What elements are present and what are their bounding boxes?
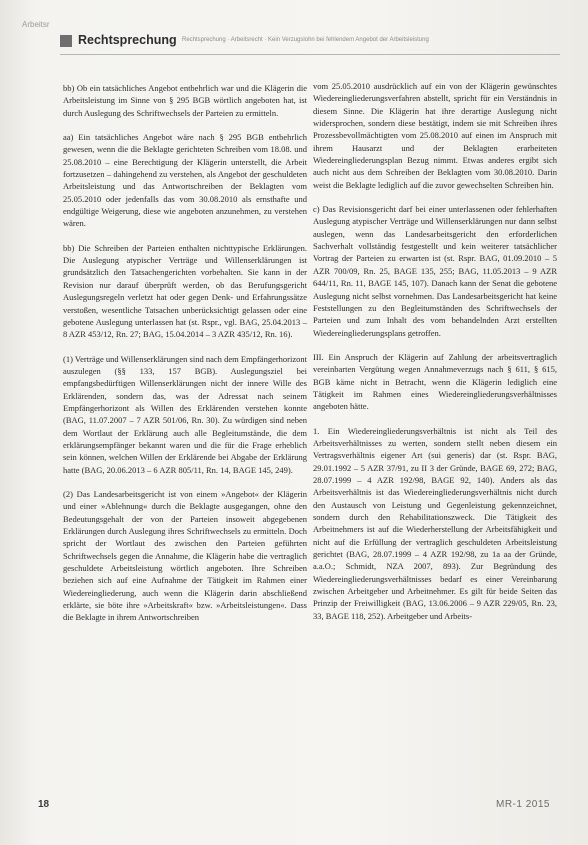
page-header	[60, 34, 560, 50]
right-column	[313, 80, 557, 634]
page-number: 18	[38, 799, 50, 810]
paragraph: (1) Verträge und Willenserklärungen sind nach dem Empfängerhorizont auszulegen (§§ 133, 157 BGB). Auslegungsziel bei empfangsbedürftigen Willenserklärungen nicht der innere Wille des Erklärenden, sondern das, was der Adressat nach seinem Empfängerhorizont als Willen des Erklärenden verstehen konnte (BAG, 11.07.2007 – 7 AZR 501/06, Rn. 30). Zu würdigen sind neben dem Wortlaut der Erklärung auch alle Begleitumstände, die dem erklärungsempfänger bekannt waren und die für die Frage erheblich sein können, welchen Willen der Erklärende bei Abgabe der Erklärung hatte (BAG, 20.06.2013 – 6 AZR 805/11, Rn. 14, BAGE 145, 249).	[63, 353, 307, 475]
section-marker	[60, 35, 72, 47]
section-title: Rechtsprechung	[78, 33, 177, 47]
left-column	[63, 82, 307, 636]
corner-label: Arbeitsr	[22, 20, 50, 29]
paragraph: III. Ein Anspruch der Klägerin auf Zahlung der arbeitsvertraglich vereinbarten Vergütung wegen Annahmeverzugs nach § 611, § 615, BGB käme nicht in Betracht, wenn die Klägerin lediglich eine Tätigkeit im Rahmen eines Wiedereingliederungsverhältnisses angeboten hätte.	[313, 351, 557, 412]
paragraph: bb) Ob ein tatsächliches Angebot entbehrlich war und die Klägerin die Arbeitsleistung im Sinne von § 295 BGB wörtlich angeboten hat, ist durch Auslegung des Schriftwechsels der Parteien zu ermitteln.	[63, 83, 307, 118]
header-rule	[60, 54, 560, 55]
section-subtitle: Rechtsprechung · Arbeitsrecht · Kein Verzugslohn bei fehlendem Angebot der Arbeitsleistung	[182, 37, 429, 43]
paragraph: vom 25.05.2010 ausdrücklich auf ein von der Klägerin gewünschtes Wiedereingliederungsverfahren abstellt, spricht für ein Verständnis in diesem Sinne. Die Klägerin hat ihre derartige Auslegung nicht widersprochen, sondern diese bestätigt, indem sie mit Schreiben ihres Prozessbevollmächtigten vom 25.08.2010 auf einen im Anspruch mit ihrem Hausarzt und der Beklagten erarbeiteten Wiedereingliederungsplan Bezug nimmt. Etwas anderes ergibt sich auch nicht aus dem Schreiben der Beklagten vom 30.08.2010. Darin weist die Beklagte lediglich auf die zuvor gewechselten Schreiben hin.	[313, 81, 557, 190]
paragraph: (2) Das Landesarbeitsgericht ist von einem »Angebot« der Klägerin und einer »Ablehnung« durch die Beklagte ausgegangen, ohne den Bedeutungsgehalt der von der Parteien insoweit abgegebenen Erklärungen durch Auslegung ihres Schriftwechsels zu ermitteln. Doch spricht der Wortlaut des zwischen den Parteien geführten Schriftwechsels gegen die Annahme, die Klägerin habe die vertraglich geschuldete Arbeitsleistung wörtlich angeboten. Ihre Schreiben beziehen sich auf eine Aufnahme der Tätigkeit im Rahmen einer Wiedereingliederung, auch wenn die Klägerin darin abschließend erklärte, sie böte ihre »Arbeitskraft« bzw. »Arbeitsleistungen«. Dass die Beklagte in ihrem Antwortschreiben	[63, 488, 307, 623]
journal-issue: MR-1 2015	[496, 799, 550, 810]
paragraph: aa) Ein tatsächliches Angebot wäre nach § 295 BGB entbehrlich gewesen, wenn die die Beklagte gerichteten Schreiben vom 18.08. und 25.08.2010 – eine Berechtigung der Klägerin unterstellt, die Arbeit fortzusetzen – dahingehend zu verstehen, als Angebot der geschuldeten Arbeitsleistung und das Antwortschreiben der Beklagten vom 25.05.2010 oder jedenfalls das vom 30.08.2010 als ernsthafte und endgültige Weigerung, diese wie angeboten anzunehmen, zu verstehen wären.	[63, 132, 307, 229]
paragraph: bb) Die Schreiben der Parteien enthalten nichttypische Erklärungen. Die Auslegung atypischer Verträge und Willenserklärungen ist grundsätzlich den Tatsachengerichten vorbehalten. Sie kann in der Revision nur darauf überprüft werden, ob das Berufungsgericht Auslegungsregeln verletzt hat oder gegen Denk- und Erfahrungssätze verstoßen, wesentliche Tatsachen unberücksichtigt gelassen oder eine gebotene Auslegung unterlassen hat (st. Rspr., vgl. BAG, 25.04.2013 – 8 AZR 453/12, Rn. 27; BAG, 15.04.2014 – 3 AZR 435/12, Rn. 16).	[63, 242, 307, 340]
paragraph: 1. Ein Wiedereingliederungsverhältnis ist nicht als Teil des Arbeitsverhältnisses zu werten, sondern stellt neben diesem ein Vertragsverhältnis eigener Art (sui generis) dar (st. Rspr. BAG, 29.01.1992 – 5 AZR 37/91, zu II 3 der Gründe, BAGE 69, 272; BAG, 28.07.1999 – 4 AZR 192/98, BAGE 92, 140). Anders als das Arbeitsverhältnis ist das Wiedereingliederungsverhältnis nicht durch den Austausch von Leistung und Gegenleistung gekennzeichnet, sondern durch den Rehabilitationszweck. Die Tätigkeit des Arbeitnehmers ist auf die Wiederherstellung der Arbeitsfähigkeit und nicht auf die Erfüllung der vertraglich geschuldeten Arbeitsleistung gerichtet (BAG, 28.07.1999 – 4 AZR 192/98, zu 1a aa der Gründe, a.a.O.; Schmidt, NZA 2007, 893). Zur Begründung des Wiedereingliederungsverhältnisses bedarf es einer Vereinbarung zwischen Arbeitgeber und Arbeitnehmer. Es gilt für beide Seiten das Prinzip der Freiwilligkeit (BAG, 13.06.2006 – 9 AZR 229/05, Rn. 23, 33, BAGE 118, 252). Arbeitgeber und Arbeits-	[313, 425, 557, 621]
paragraph: c) Das Revisionsgericht darf bei einer unterlassenen oder fehlerhaften Auslegung atypischer Verträge und Willenserklärungen nur dann selbst auslegen, wenn das Landesarbeitsgericht den erforderlichen Sachverhalt vollständig festgestellt und kein weiterer tatsächlicher Vortrag der Parteien zu erwarten ist (st. Rspr. BAG, 01.09.2010 – 5 AZR 700/09, Rn. 25, BAGE 135, 255; BAG, 11.05.2013 – 9 AZR 644/11, Rn. 11, BAGE 145, 107). Danach kann der Senat die gebotene Auslegung nicht selbst vornehmen. Das Landesarbeitsgericht hat keine Feststellungen zu den Begleitumständen des Schriftwechsels der Parteien und zum Inhalt des vom behandelnden Arzt erstellten Wiedereingliederungsplans getroffen.	[313, 204, 557, 338]
